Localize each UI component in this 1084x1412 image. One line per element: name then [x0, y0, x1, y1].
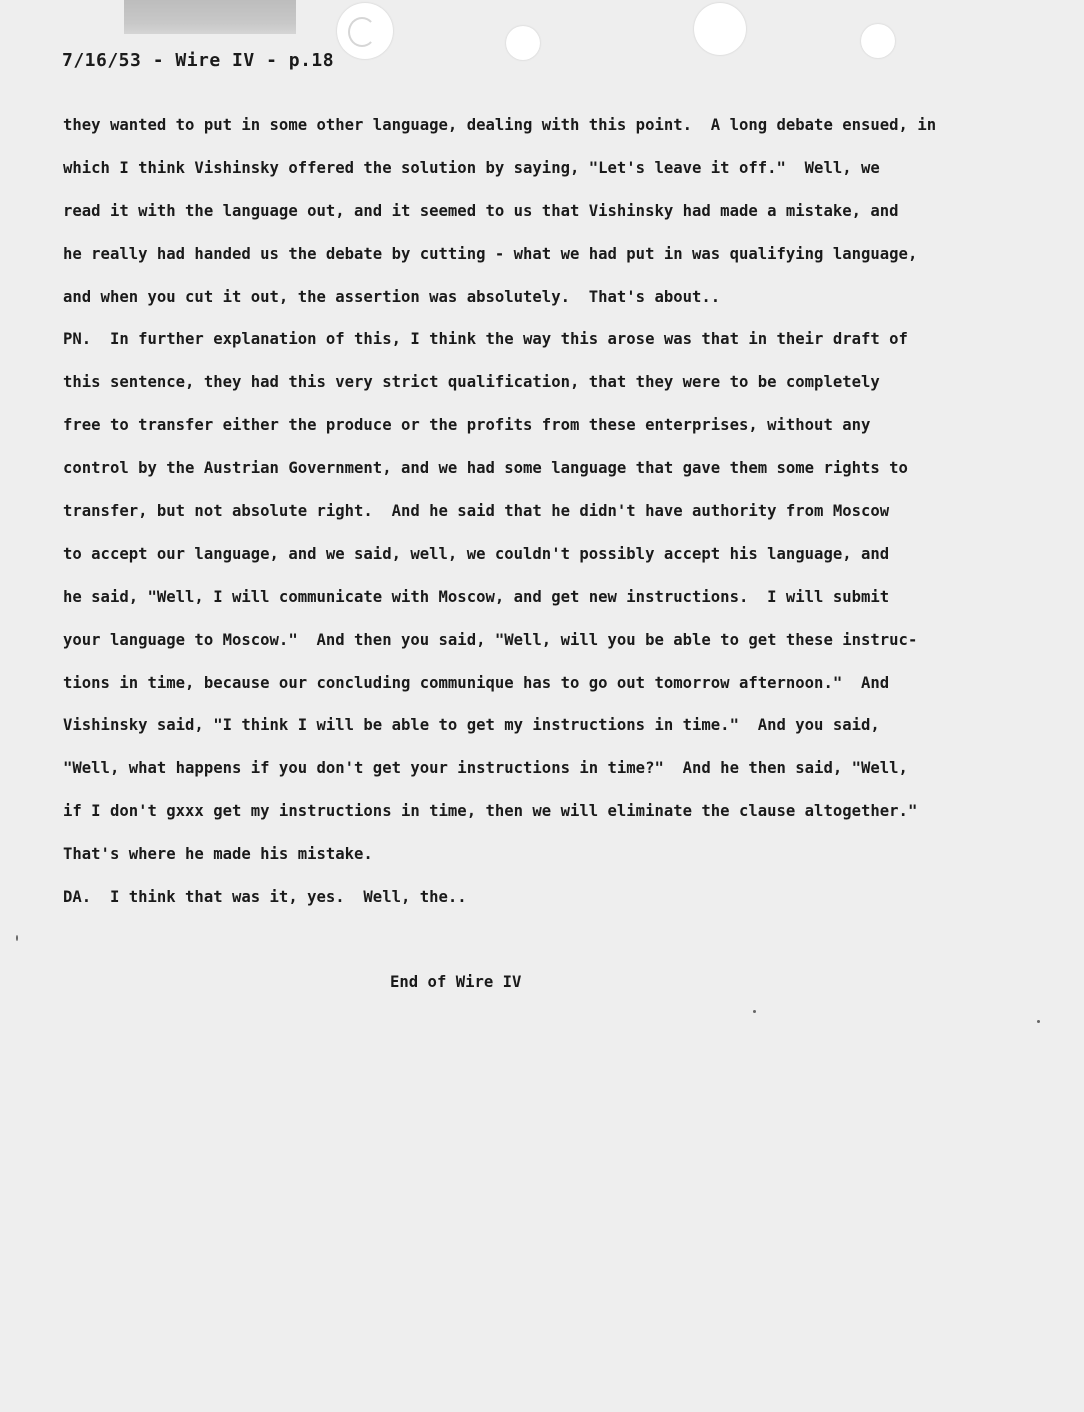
tape-strip — [124, 0, 296, 34]
punch-hole — [506, 26, 540, 60]
transcript-line: DA. I think that was it, yes. Well, the.. — [63, 888, 467, 907]
transcript-line: which I think Vishinsky offered the solution by saying, "Let's leave it off." Well, we — [63, 158, 880, 177]
paper-speck — [753, 1010, 756, 1013]
punch-hole — [861, 24, 895, 58]
transcript-body — [63, 115, 1063, 930]
transcript-line: PN. In further explanation of this, I think the way this arose was that in their draft of — [63, 330, 908, 349]
transcript-line: Vishinsky said, "I think I will be able to get my instructions in time." And you said, — [63, 716, 880, 735]
transcript-line: they wanted to put in some other language, dealing with this point. A long debate ensued, in — [63, 116, 937, 134]
transcript-line: transfer, but not absolute right. And he said that he didn't have authority from Moscow — [63, 502, 890, 521]
transcript-line: and when you cut it out, the assertion was absolutely. That's about.. — [63, 287, 721, 306]
transcript-line: "Well, what happens if you don't get your instructions in time?" And he then said, "Well, — [63, 759, 908, 778]
punch-hole — [694, 3, 746, 55]
transcript-line: your language to Moscow." And then you said, "Well, will you be able to get these instruc- — [63, 630, 918, 649]
transcript-line: if I don't gxxx get my instructions in time, then we will eliminate the clause altogether." — [63, 802, 918, 821]
paper-speck — [16, 935, 18, 941]
transcript-line: to accept our language, and we said, well, we couldn't possibly accept his language, and — [63, 544, 890, 563]
transcript-line: read it with the language out, and it seemed to us that Vishinsky had made a mistake, and — [63, 201, 899, 220]
page-header: 7/16/53 - Wire IV - p.18 — [62, 50, 335, 71]
transcript-line: tions in time, because our concluding communique has to go out tomorrow afternoon." And — [63, 673, 890, 692]
end-of-wire-title: End of Wire IV — [390, 973, 522, 991]
transcript-line: free to transfer either the produce or the profits from these enterprises, without any — [63, 416, 871, 435]
transcript-line: this sentence, they had this very strict qualification, that they were to be completely — [63, 373, 880, 392]
punch-hole — [337, 3, 393, 59]
transcript-line: he really had handed us the debate by cutting - what we had put in was qualifying language, — [63, 244, 918, 263]
transcript-line: control by the Austrian Government, and we had some language that gave them some rights to — [63, 459, 908, 478]
transcript-line: he said, "Well, I will communicate with Moscow, and get new instructions. I will submit — [63, 587, 890, 606]
transcript-line: That's where he made his mistake. — [63, 845, 373, 864]
paper-speck — [1037, 1020, 1040, 1023]
